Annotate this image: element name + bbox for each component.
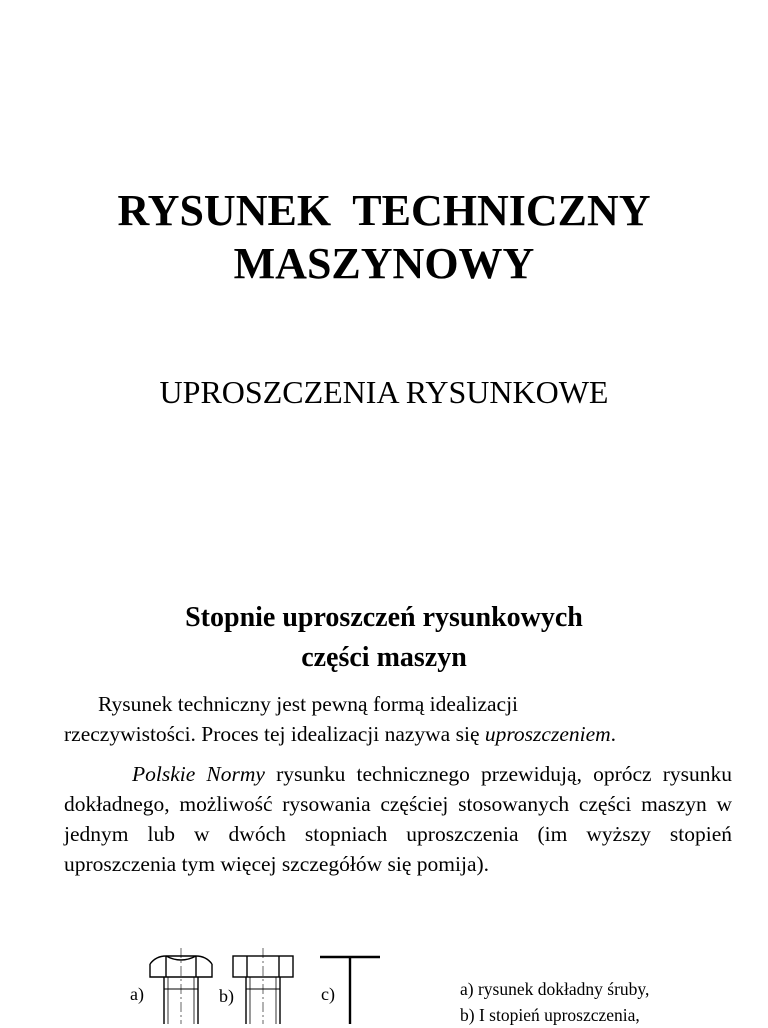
section-heading-line-2: części maszyn [301,642,467,673]
paragraph-2-italic-term: Polskie Normy [132,762,265,786]
document-title [0,184,768,290]
paragraph-1-line-1: Rysunek techniczny jest pewną formą idealizacji [98,692,519,716]
figure-label-b: b) [219,986,234,1006]
caption-line-2: b) I stopień uproszczenia, [460,1005,640,1025]
bolt-a-drawing [150,948,212,1024]
paragraph-1-italic-term: uproszczeniem [484,722,611,746]
paragraph-2 [64,759,732,879]
document-subtitle: UPROSZCZENIA RYSUNKOWE [159,374,609,410]
caption-line-1: a) rysunek dokładny śruby, [460,979,650,999]
paragraph-2-text: rysunku technicznego przewidują, oprócz rysunku dokładnego, możliwość rysowania częściej stosowanych części maszyn w jednym lub w dwóch stopniach uproszczenia (im wyższy stopień uproszczenia tym więcej szczegółów się pomija). [64,762,732,876]
figure-label-a: a) [130,984,144,1004]
paragraph-1-end: . [610,722,617,746]
paragraph-1-line-2 [64,719,732,749]
bolt-b-drawing [233,948,293,1024]
bolt-figure [120,944,440,1024]
section-heading [0,598,768,678]
paragraph-1 [64,689,732,749]
section-heading-line-1: Stopnie uproszczeń rysunkowych [185,602,583,633]
paragraph-1-text: rzeczywistości. Proces tej idealizacji nazywa się [64,722,485,746]
title-line-2: MASZYNOWY [233,239,535,288]
title-line-1: RYSUNEK TECHNICZNY [117,186,651,235]
figure-label-c: c) [321,984,335,1004]
figure-caption [460,976,649,1028]
